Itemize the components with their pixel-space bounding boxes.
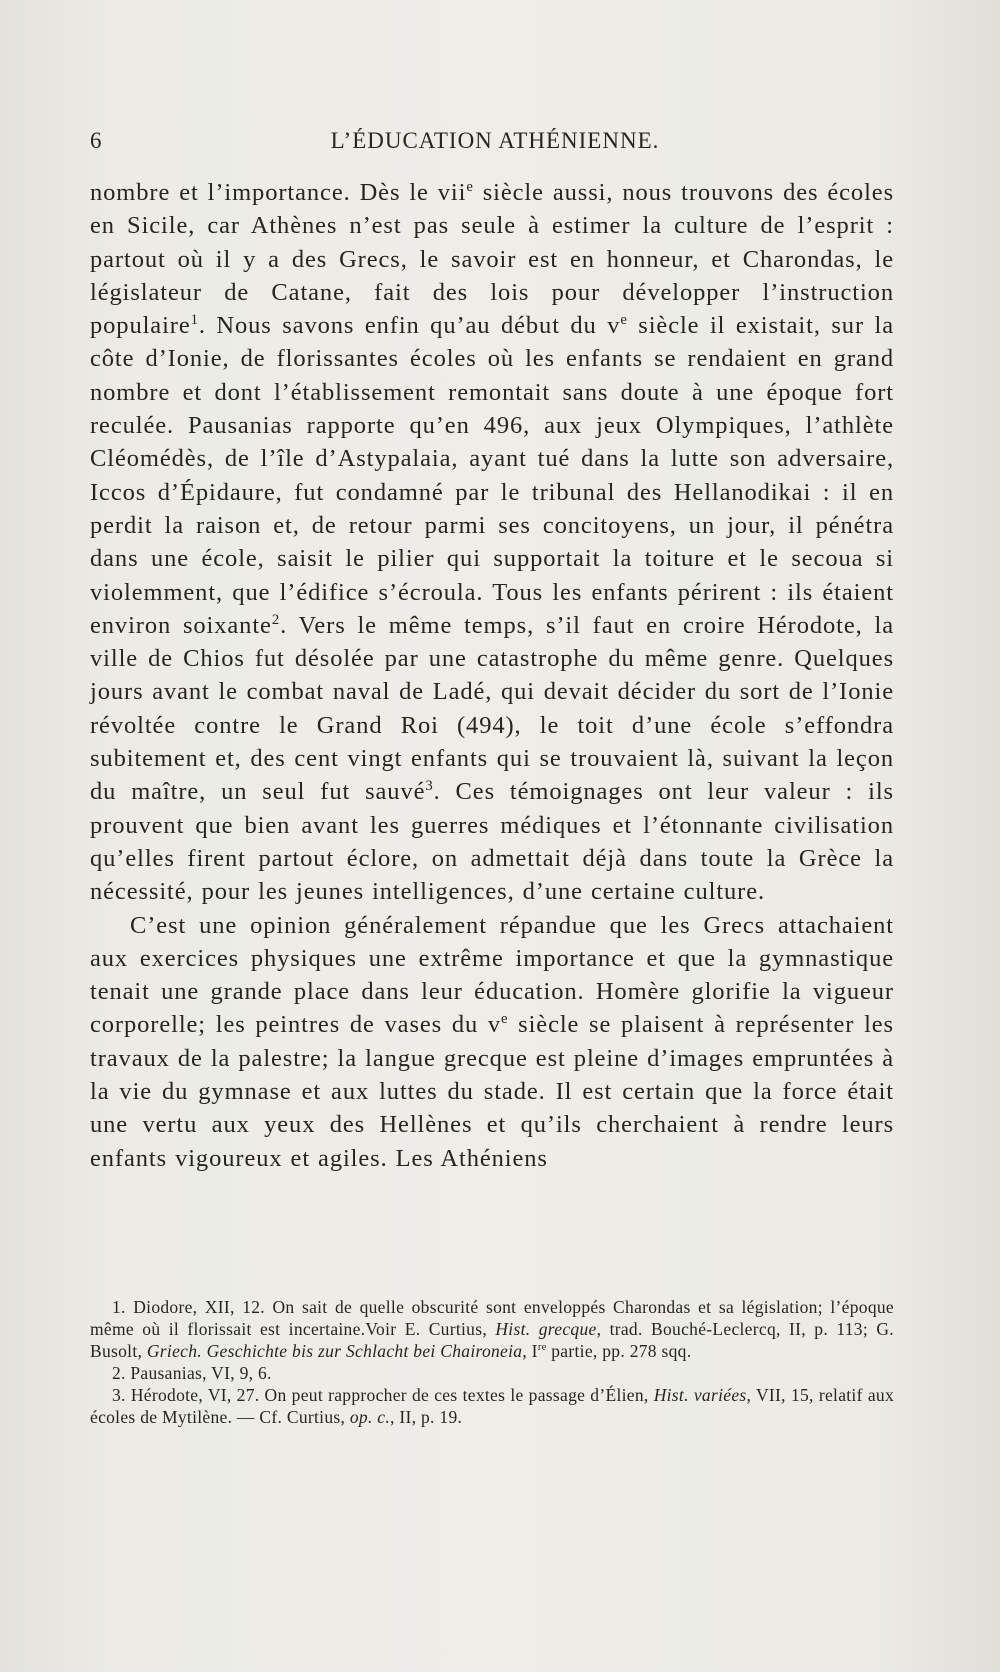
- main-text: [90, 176, 894, 1175]
- fn3-text-c: , VII, 15, relatif aux écoles de Mytilène. — Cf. Curtius,: [90, 1385, 894, 1427]
- paragraph-1: [90, 176, 894, 909]
- p2-text-a: C’est une opinion généralement répandue que les Grecs attachaient aux exercices physiques une extrême importance et que la gymnastique tenait une grande place dans leur éducation. Homère glorifie la vigueur corporelle; les peintres de vases du v: [90, 911, 894, 1039]
- p1-sup-a: e: [466, 178, 474, 195]
- page-title: L’ÉDUCATION ATHÉNIENNE.: [330, 128, 660, 153]
- footnote-1: [90, 1296, 894, 1362]
- paragraph-2: [90, 909, 894, 1175]
- fn1-text-a: 1. Diodore, XII, 12. On sait de quelle obscurité sont enveloppés Charondas et sa législation; l’époque même où il florissait est incertaine.Voir E. Curtius,: [90, 1297, 894, 1339]
- footnote-ref-1[interactable]: 1: [190, 312, 199, 329]
- p1-text-f: . Ces témoignages ont leur valeur : ils prouvent que bien avant les guerres médiques et l’étonnante civilisation qu’elles firent partout éclore, on admettait déjà dans toute la Grèce la nécessité, pour les jeunes intelligences, d’une certaine culture.: [90, 778, 894, 906]
- footnotes: [90, 1296, 894, 1428]
- fn3-text-e: , II, p. 19.: [390, 1407, 463, 1427]
- fn3-title-a: Hist. variées: [653, 1385, 747, 1405]
- fn1-text-e: , I: [522, 1341, 538, 1361]
- footnote-3: [90, 1384, 894, 1428]
- fn1-title-b: Griech. Geschichte bis zur Schlacht bei Chaironeia: [146, 1341, 523, 1361]
- p1-sup-c: e: [620, 312, 628, 329]
- footnote-ref-3[interactable]: 3: [425, 778, 434, 795]
- p1-text-c: . Nous savons enfin qu’au début du v: [198, 312, 621, 340]
- fn3-text-a: 3. Hérodote, VI, 27. On peut rapprocher de ces textes le passage d’Élien,: [112, 1385, 654, 1405]
- p1-text-b: siècle aussi, nous trouvons des écoles en Sicile, car Athènes n’est pas seule à estimer la culture de l’esprit : partout où il y a des Grecs, le savoir est en honneur, et Charondas, le législateur de Catane, fait des lois pour développer l’instruction populaire: [90, 179, 895, 340]
- fn1-text-c: , trad. Bouché-Leclercq, II, p. 113; G. Busolt,: [90, 1319, 894, 1361]
- fn1-title-a: Hist. grecque: [495, 1319, 597, 1339]
- footnote-ref-2[interactable]: 2: [271, 611, 281, 628]
- footnote-2: [90, 1362, 894, 1384]
- p1-text-d: siècle il existait, sur la côte d’Ionie, de florissantes écoles où les enfants se rendaient en grand nombre et dont l’établissement remontait sans doute à une époque fort reculée. Pausanias rapporte qu’en 496, aux jeux Olympiques, l’athlète Cléomédès, de l’île d’Astypalaia, ayant tué dans la lutte son adversaire, Iccos d’Épidaure, fut condamné par le tribunal des Hellanodikai : il en perdit la raison et, de retour parmi ses concitoyens, un jour, il pénétra dans une école, saisit le pilier qui supportait la toiture et le secoua si violemment, que l’édifice s’écroula. Tous les enfants périrent : ils étaient environ soixante: [90, 312, 894, 639]
- p2-text-b: siècle se plaisent à représenter les travaux de la palestre; la langue grecque est pleine d’images empruntées à la vie du gymnase et aux luttes du stade. Il est certain que la force était une vertu aux yeux des Hellènes et qu’ils cherchaient à rendre leurs enfants vigoureux et agiles. Les Athéniens: [90, 1011, 894, 1172]
- page-number: 6: [90, 128, 103, 153]
- running-head: [90, 128, 900, 158]
- fn2-text: 2. Pausanias, VI, 9, 6.: [112, 1363, 272, 1383]
- fn3-title-b: op. c.: [349, 1407, 391, 1427]
- p1-text-a: nombre et l’importance. Dès le vii: [90, 179, 467, 206]
- p1-text-e: . Vers le même temps, s’il faut en croire Hérodote, la ville de Chios fut désolée par une catastrophe du même genre. Quelques jours avant le combat naval de Ladé, qui devait décider du sort de l’Ionie révoltée contre le Grand Roi (494), le toit d’une école s’effondra subitement et, des cent vingt enfants qui se trouvaient là, suivant la leçon du maître, un seul fut sauvé: [90, 611, 894, 806]
- fn1-sup: re: [537, 1342, 547, 1354]
- p2-sup-a: e: [501, 1011, 509, 1028]
- fn1-text-f: partie, pp. 278 sqq.: [546, 1341, 692, 1361]
